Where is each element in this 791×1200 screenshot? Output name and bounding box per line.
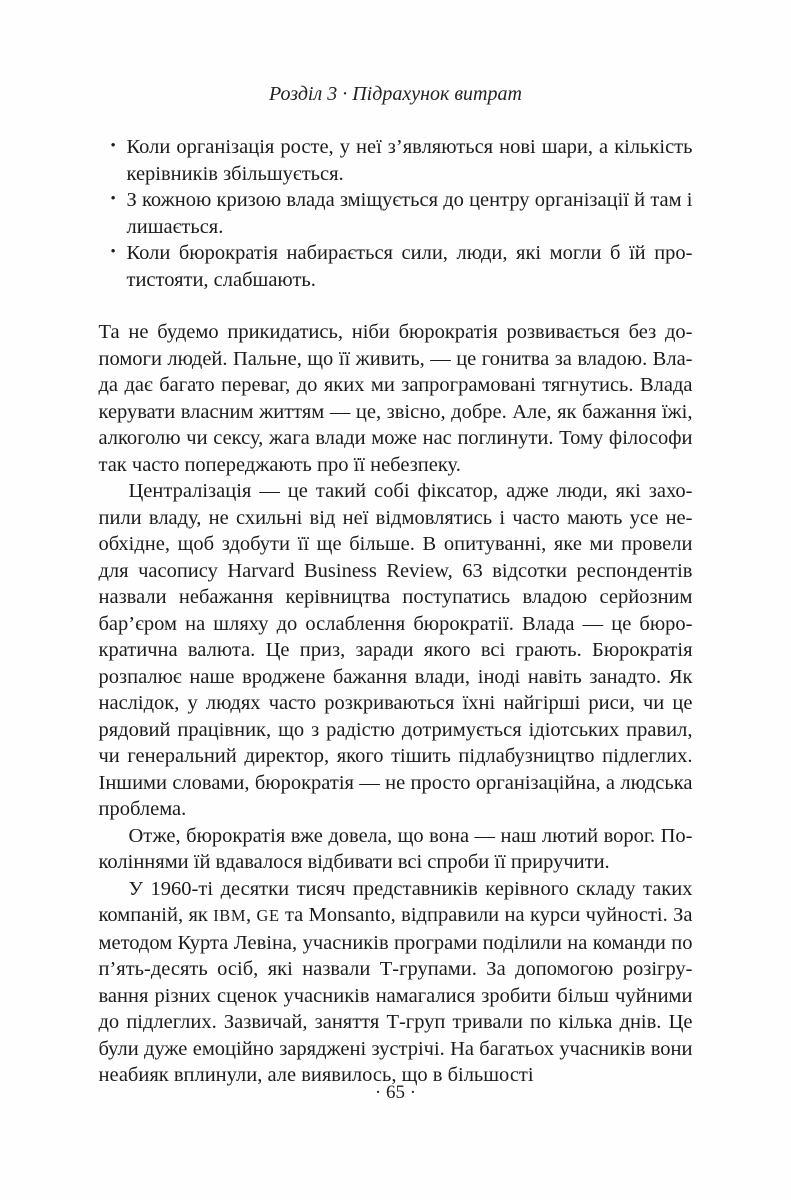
- running-head: Розділ 3 · Підрахунок витрат: [269, 83, 522, 105]
- paragraph: Централізація — це такий собі фіксатор, адже люди, які захопили владу, не схильні від неї відмовлятись і часто мають усе необхідне, щоб здобути її ще більше. В опитуванні, яке ми провели для часопису Harvard Business Review, 63 відсотки респондентів назвали небажання керівництва поступатись владою серйозним бар’єром на шляху до ослаблення бюрократії. Влада — це бюрократична валюта. Це приз, заради якого всі грають. Бюрократія розпалює наше вроджене бажання влади, іноді навіть занадто. Як наслідок, у людях часто розкриваються їхні найгірші риси, чи це рядовий працівник, що з радістю дотримується ідіотських правил, чи генеральний директор, якого тішить підлабузництво підлеглих. Іншими словами, бюрократія — не просто організаційна, а людська проблема.: [98, 480, 693, 820]
- paragraph: Отже, бюрократія вже довела, що вона — наш лютий ворог. Поколіннями їй вдавалося відбивати всі спроби її приручити.: [98, 824, 693, 873]
- list-item-text: З кожною кризою влада зміщується до центру організації й там і лишається.: [126, 189, 693, 238]
- list-item-text: Коли бюрократія набирається сили, люди, які могли б їй протистояти, слабшають.: [126, 242, 693, 291]
- page-number: · 65 ·: [374, 1082, 417, 1103]
- bullet-icon: •: [110, 191, 116, 207]
- paragraph: У 1960-ті десятки тисяч представників керівного складу таких компаній, як IBM, GE та Monsanto, відправили на курси чуйності. За методом Курта Левіна, учасників програми поділили на команди по п’ять-десять осіб, які назвали Т-групами. За допомогою розігрування різних сценок учасників намагалися зробити більш чуйними до підлеглих. Зазвичай, заняття Т-груп тривали по кілька днів. Це були дуже емоційно заряджені зустрічі. На багатьох учасників вони неабияк вплинули, але виявилось, що в більшості: [98, 877, 693, 1086]
- list-item: [99, 134, 693, 187]
- body-text: [99, 319, 693, 1089]
- bullet-list: [99, 134, 693, 293]
- list-item: [99, 240, 693, 293]
- list-item-text: Коли організація росте, у неї з’являються нові шари, а кількість керівників збільшується.: [126, 136, 693, 185]
- list-item: [99, 187, 693, 240]
- bullet-icon: •: [110, 244, 116, 260]
- page-content: [99, 134, 693, 1089]
- bullet-icon: •: [110, 138, 116, 154]
- paragraph: Та не будемо прикидатись, ніби бюрократія розвивається без допомоги людей. Пальне, що її живить, — це гонитва за владою. Влада дає багато переваг, до яких ми запрограмовані тягнутись. Влада керувати власним життям — це, звісно, добре. Але, як бажання їжі, алкоголю чи сексу, жага влади може нас поглинути. Тому філософи так часто попереджають про її небезпеку.: [98, 321, 693, 476]
